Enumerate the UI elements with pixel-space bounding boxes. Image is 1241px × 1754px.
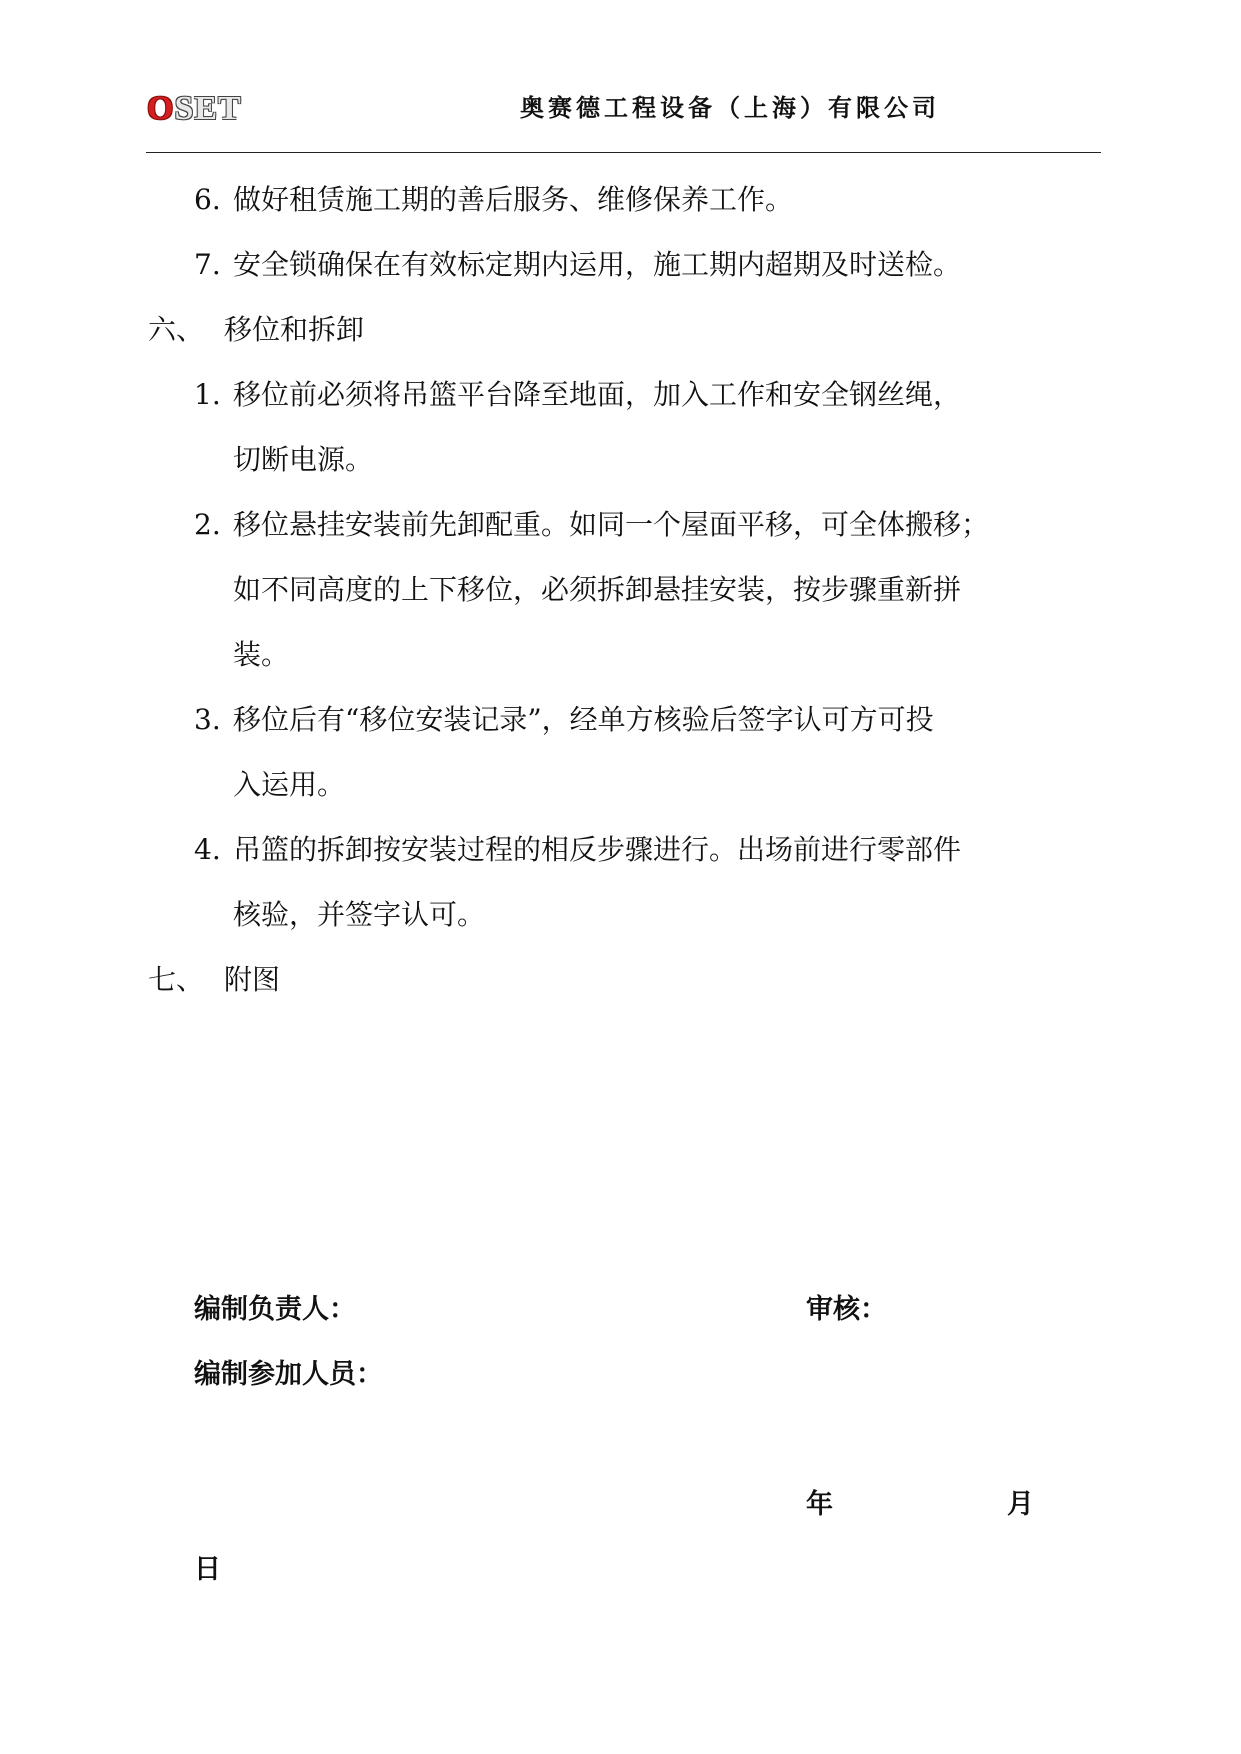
list-item-text: 移位悬挂安装前先卸配重。如同一个屋面平移，可全体搬移； [233,508,990,541]
list-item-text: 吊篮的拆卸按安装过程的相反步骤进行。出场前进行零部件 [233,833,962,866]
section-number: 七、 [148,963,205,996]
list-item-text: 装。 [233,638,290,671]
list-item-number: 4. [194,833,221,866]
section-number: 六、 [148,313,205,346]
section-title: 附图 [224,963,281,996]
review-label: 审核： [806,1294,887,1325]
list-item-number: 2. [194,508,221,541]
company-logo [147,92,242,126]
list-item-text: 如不同高度的上下移位，必须拆卸悬挂安装，按步骤重新拼 [233,573,962,606]
date-year-label: 年 [806,1489,833,1520]
list-item-text: 安全锁确保在有效标定期内运用，施工期内超期及时送检。 [233,248,962,281]
list-item-text: 移位前必须将吊篮平台降至地面，加入工作和安全钢丝绳， [233,378,962,411]
list-item-number: 3. [194,703,221,736]
header-divider [146,152,1101,153]
company-name: 奥赛德工程设备（上海）有限公司 [520,94,940,122]
logo-letter-o: O [147,90,175,127]
date-month-label: 月 [1007,1489,1034,1520]
section-title: 移位和拆卸 [224,313,365,346]
participants-label: 编制参加人员： [194,1359,383,1390]
list-item-number: 7. [194,248,221,281]
editor-label: 编制负责人： [194,1294,356,1325]
list-item-text: 做好租赁施工期的善后服务、维修保养工作。 [233,183,794,216]
list-item-text: 入运用。 [233,768,346,801]
date-day-label: 日 [194,1554,221,1585]
list-item-text: 移位后有“移位安装记录”，经单方核验后签字认可方可投 [233,703,934,736]
logo-letters: SET [174,90,242,127]
list-item-number: 1. [194,378,221,411]
list-item-text: 核验，并签字认可。 [233,898,486,931]
list-item-number: 6. [194,183,221,216]
list-item-text: 切断电源。 [233,443,374,476]
